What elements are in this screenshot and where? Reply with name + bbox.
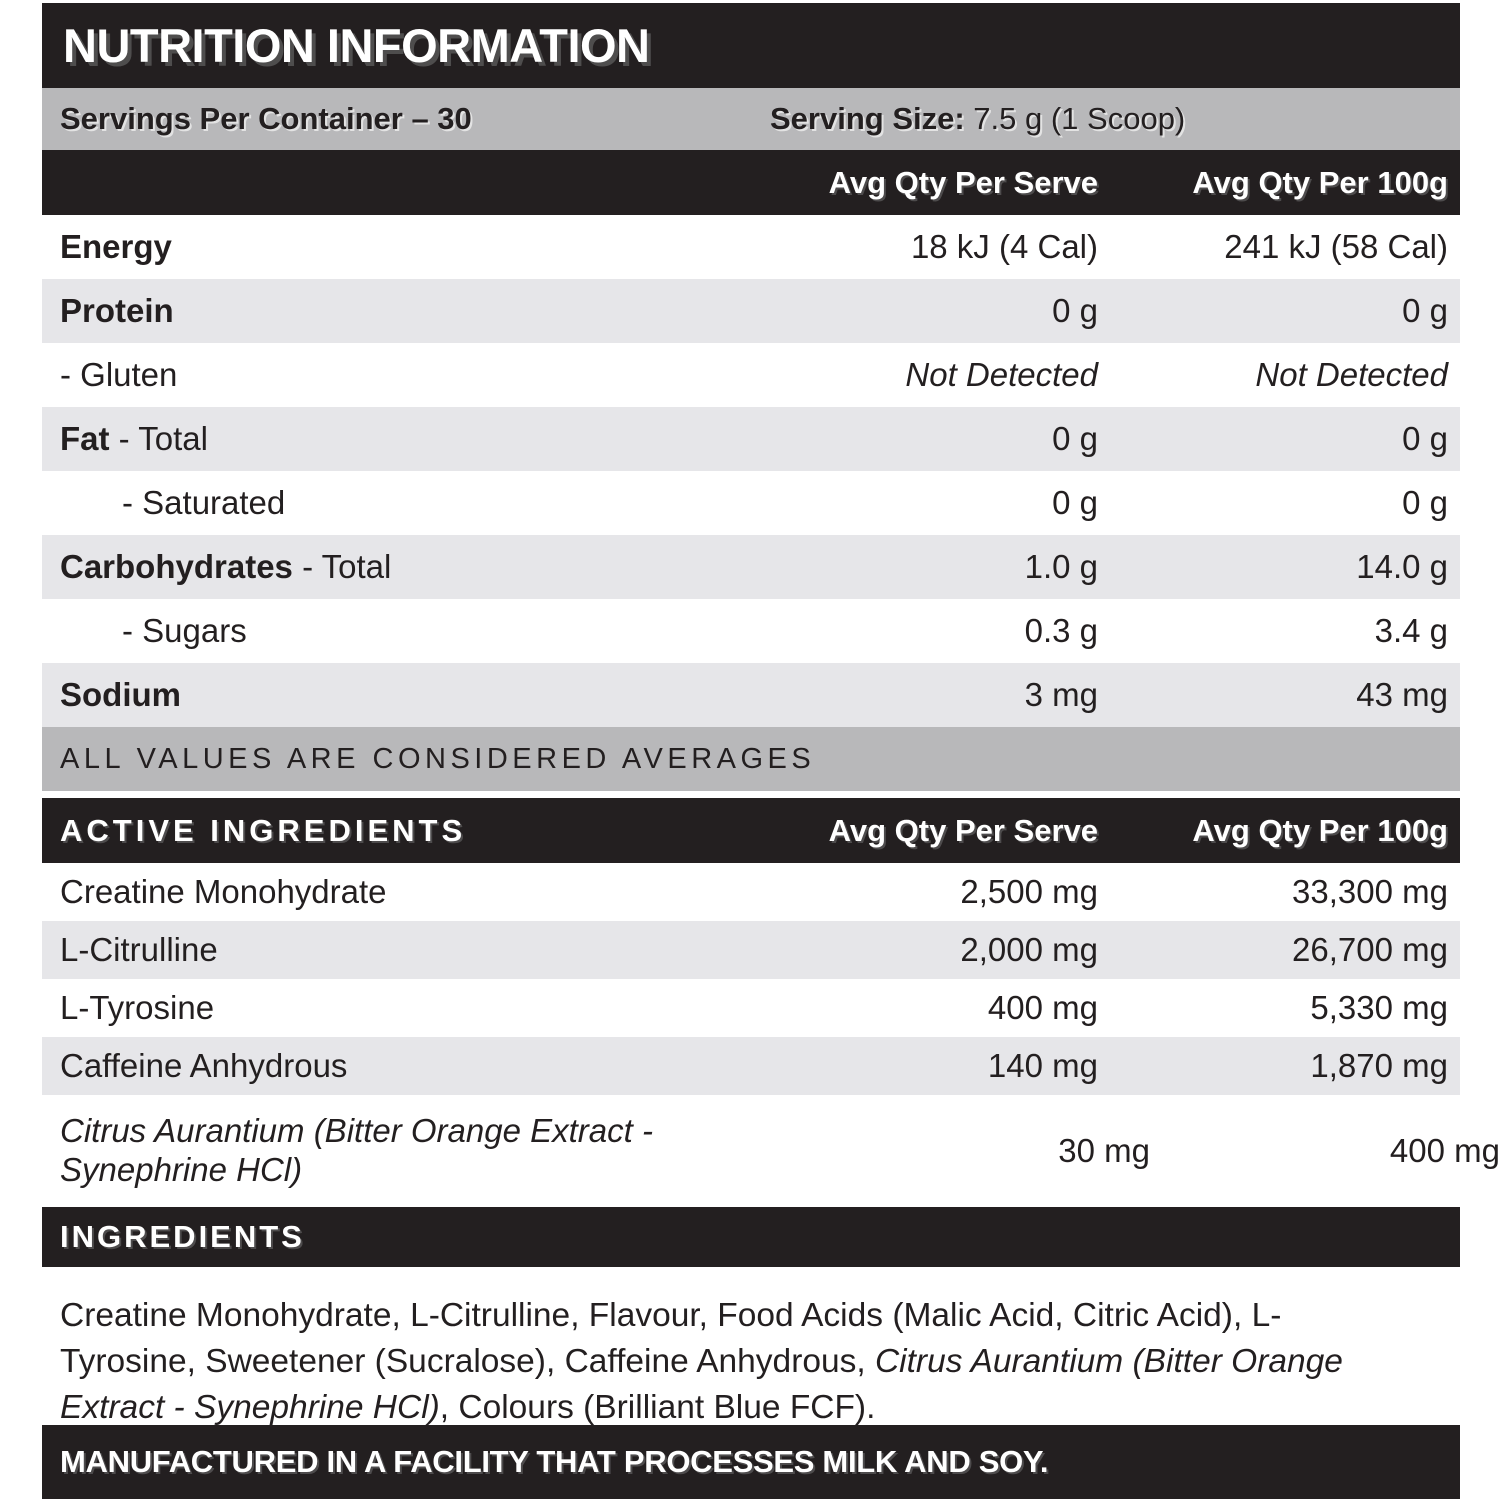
row-name: Caffeine Anhydrous	[60, 1047, 348, 1084]
row-value-100g: 3.4 g	[1374, 612, 1448, 649]
row-name: Energy	[60, 228, 172, 265]
serving-size-label: Serving Size:	[770, 101, 965, 136]
ingredients-title: INGREDIENTS	[60, 1219, 305, 1254]
col-header-per-serve: Avg Qty Per Serve	[828, 812, 1098, 848]
row-name: - Sugars	[122, 612, 247, 649]
row-name: Creatine Monohydrate	[60, 873, 387, 910]
row-value-100g: 14.0 g	[1356, 548, 1448, 585]
row-value-serve: 0 g	[1052, 420, 1098, 457]
row-value-serve: 0.3 g	[1024, 612, 1098, 649]
row-value-serve: 0 g	[1052, 292, 1098, 329]
row-value-serve: 2,500 mg	[960, 873, 1098, 910]
row-value-serve: 400 mg	[987, 989, 1098, 1026]
active-ingredients-header-bar	[42, 798, 1460, 863]
row-value-100g: 33,300 mg	[1292, 873, 1448, 910]
row-value-100g: 0 g	[1402, 484, 1448, 521]
row-value-serve: 1.0 g	[1024, 548, 1098, 585]
nutrition-label	[42, 3, 1500, 1499]
table-row-protein	[42, 279, 1460, 343]
serving-size	[770, 101, 1185, 137]
col-header-per-100g: Avg Qty Per 100g	[1192, 812, 1448, 848]
row-name: - Gluten	[60, 356, 178, 393]
ingredients-header-bar	[42, 1207, 1460, 1267]
nutrition-title: NUTRITION INFORMATION	[63, 19, 650, 72]
row-value-serve: 0 g	[1052, 484, 1098, 521]
row-value-100g: 43 mg	[1356, 676, 1448, 713]
row-name: L-Citrulline	[60, 931, 218, 968]
active-row-citrus-aurantium	[42, 1095, 1500, 1207]
row-value-serve: 2,000 mg	[960, 931, 1098, 968]
divider-gap	[42, 791, 1460, 798]
row-name: - Saturated	[122, 484, 286, 521]
ingredients-text-part1: Creatine Monohydrate, L-Citrulline, Flavour, Food Acids (Malic Acid, Citric Acid), L-Tyrosine, Sweetener (Sucralose), Caffeine Anhydrous,	[60, 1297, 1282, 1380]
row-value-serve: 30 mg	[1058, 1132, 1150, 1169]
row-value-100g: 241 kJ (58 Cal)	[1224, 228, 1448, 265]
active-row-caffeine	[42, 1037, 1460, 1095]
active-row-tyrosine	[42, 979, 1460, 1037]
table-row-energy	[42, 215, 1460, 279]
row-value-100g: 26,700 mg	[1292, 931, 1448, 968]
row-name: L-Tyrosine	[60, 989, 215, 1026]
row-name: Carbohydrates - Total	[60, 548, 392, 585]
row-value-100g: 5,330 mg	[1310, 989, 1448, 1026]
ingredients-text-italic: Citrus Aurantium (Bitter Orange Extract - Synephrine HCl)	[60, 1343, 1343, 1426]
table-row-gluten	[42, 343, 1460, 407]
active-ingredients-title: ACTIVE INGREDIENTS	[60, 812, 467, 848]
qty-columns-header	[42, 150, 1460, 215]
servings-per-container: Servings Per Container – 30	[60, 101, 472, 136]
row-value-serve: Not Detected	[905, 356, 1098, 393]
table-row-fat-total	[42, 407, 1460, 471]
row-value-serve: 18 kJ (4 Cal)	[910, 228, 1098, 265]
row-name: Fat - Total	[60, 420, 208, 457]
ingredients-paragraph	[42, 1267, 1460, 1425]
nutrition-title-bar	[42, 3, 1460, 88]
row-value-serve: 140 mg	[987, 1047, 1098, 1084]
serving-size-value: 7.5 g (1 Scoop)	[964, 101, 1186, 136]
ingredients-text-part2: , Colours (Brilliant Blue FCF).	[439, 1389, 876, 1426]
table-row-saturated	[42, 471, 1460, 535]
row-value-100g: 1,870 mg	[1310, 1047, 1448, 1084]
row-name: Protein	[60, 292, 174, 329]
table-row-sugars	[42, 599, 1460, 663]
row-name: Sodium	[60, 676, 181, 713]
allergen-statement: MANUFACTURED IN A FACILITY THAT PROCESSES MILK AND SOY.	[60, 1444, 1049, 1479]
row-value-100g: 0 g	[1402, 420, 1448, 457]
table-row-sodium	[42, 663, 1460, 727]
servings-bar	[42, 88, 1460, 150]
row-value-100g: 400 mg	[1389, 1132, 1500, 1169]
row-name: Citrus Aurantium (Bitter Orange Extract - Synephrine HCl)	[60, 1112, 653, 1188]
row-value-100g: Not Detected	[1255, 356, 1448, 393]
active-row-creatine	[42, 863, 1460, 921]
col-header-per-serve: Avg Qty Per Serve	[828, 164, 1098, 200]
row-value-100g: 0 g	[1402, 292, 1448, 329]
table-row-carbohydrates	[42, 535, 1460, 599]
active-row-citrulline	[42, 921, 1460, 979]
col-header-per-100g: Avg Qty Per 100g	[1192, 164, 1448, 200]
allergen-footer-bar	[42, 1425, 1460, 1499]
averages-note-bar	[42, 727, 1460, 791]
row-value-serve: 3 mg	[1024, 676, 1098, 713]
averages-note: ALL VALUES ARE CONSIDERED AVERAGES	[60, 742, 816, 775]
